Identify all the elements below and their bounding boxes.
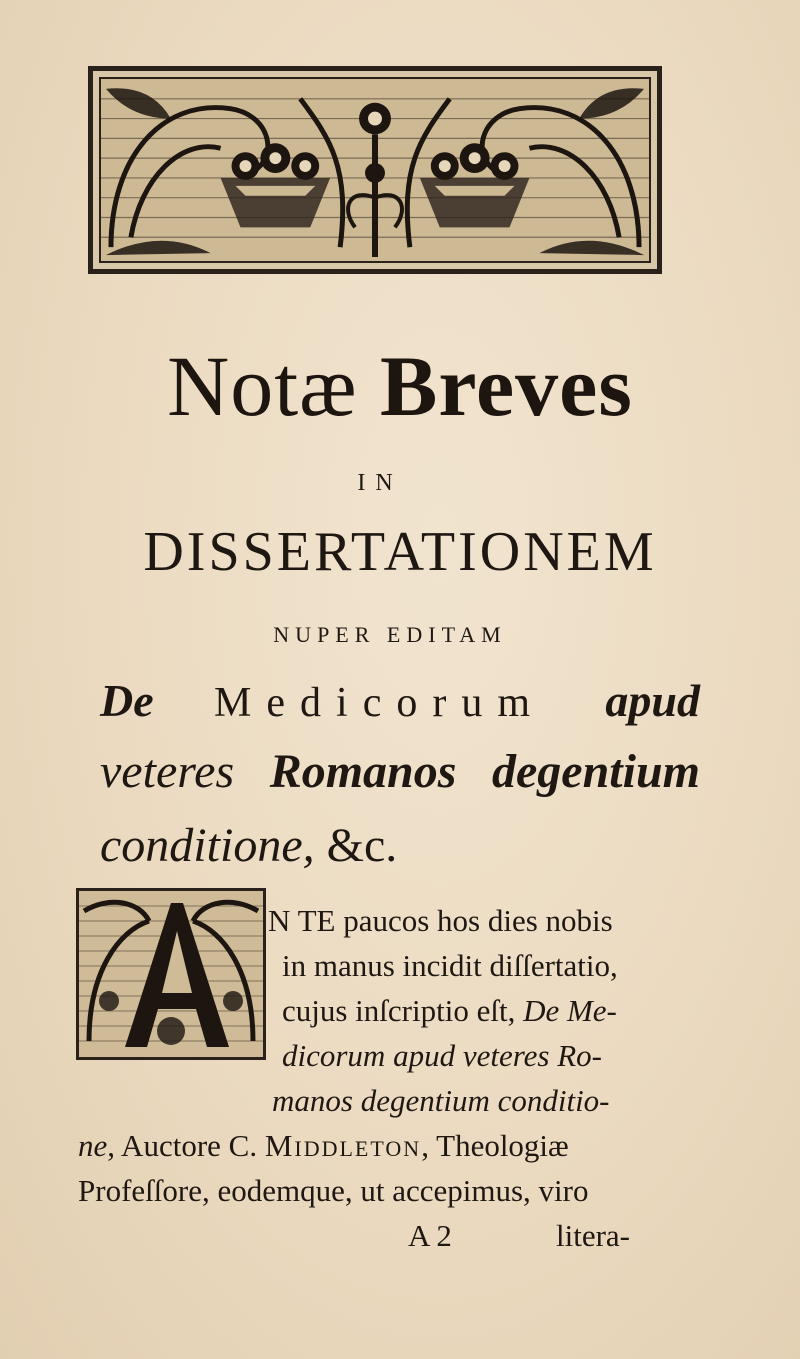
decorated-initial bbox=[76, 888, 266, 1060]
subtitle-degentium: degentium bbox=[491, 745, 700, 798]
subtitle-veteres: veteres bbox=[100, 745, 235, 798]
text-line-5: manos degentium conditio- bbox=[272, 1083, 610, 1118]
subtitle-apud: apud bbox=[605, 675, 700, 726]
text-line-7: Profeſſore, eodemque, ut accepimus, viro bbox=[78, 1173, 589, 1208]
page-title bbox=[0, 336, 800, 436]
text-line-4: dicorum apud veteres Ro- bbox=[282, 1038, 602, 1073]
text-line-6-theologiae: , Theologiæ bbox=[421, 1128, 569, 1163]
text-line-3-start: cujus inſcriptio eſt, bbox=[282, 993, 524, 1028]
subtitle-etc: &c. bbox=[326, 819, 398, 872]
text-line-1: N TE paucos hos dies nobis bbox=[268, 903, 613, 938]
title-word-breves: Breves bbox=[380, 338, 633, 434]
subtitle-line-2 bbox=[100, 744, 700, 799]
subtitle-de: De bbox=[100, 675, 154, 726]
text-line-6-auctore: , Auctore C. bbox=[107, 1128, 265, 1163]
subtitle-line-1 bbox=[100, 674, 700, 727]
text-line-3 bbox=[282, 988, 617, 1033]
ornamental-headpiece bbox=[88, 66, 662, 274]
title-word-notae: Notæ bbox=[167, 338, 358, 434]
subtitle-line-3 bbox=[100, 818, 397, 873]
text-line-3-italic: De Me- bbox=[523, 993, 617, 1028]
subtitle-medicorum: Medicorum bbox=[214, 680, 545, 726]
title-nuper-editam: NUPER EDITAM bbox=[273, 622, 507, 647]
catchword: litera- bbox=[556, 1218, 631, 1253]
title-dissertationem: DISSERTATIONEM bbox=[143, 521, 657, 583]
signature-mark: A 2 bbox=[408, 1218, 452, 1253]
title-in: IN bbox=[357, 470, 403, 496]
initial-a-ornament bbox=[79, 891, 263, 1057]
text-line-6-ne: ne bbox=[78, 1128, 108, 1163]
text-line-6-middleton: Middleton bbox=[264, 1128, 422, 1163]
floral-basket-ornament bbox=[101, 79, 649, 261]
subtitle-romanos: Romanos bbox=[269, 745, 457, 798]
subtitle-conditione: conditione, bbox=[100, 819, 315, 872]
text-line-6 bbox=[78, 1123, 569, 1168]
text-line-2: in manus incidit diſſertatio, bbox=[282, 948, 618, 983]
